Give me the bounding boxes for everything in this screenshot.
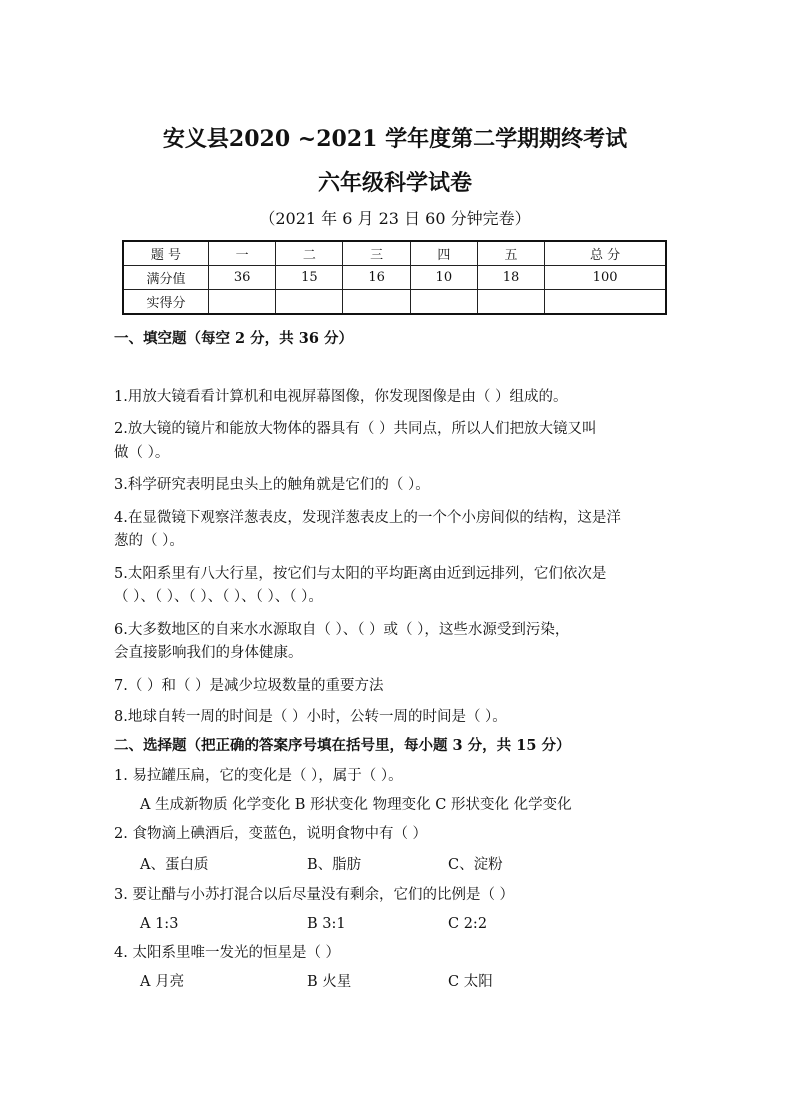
option-a: A 1:3: [140, 916, 179, 932]
table-cell: 二: [276, 241, 343, 266]
question-1-6: 6.大多数地区的自来水水源取自（ ）、（ ）或（ ），这些水源受到污染，: [114, 622, 570, 638]
question-2-2: 2. 食物滴上碘酒后，变蓝色，说明食物中有（ ）: [114, 826, 428, 842]
section2-heading: 二、选择题（把正确的答案序号填在括号里，每小题 3 分，共 15 分）: [114, 737, 571, 754]
question-1-5: 5.太阳系里有八大行星，按它们与太阳的平均距离由近到远排列，它们依次是: [114, 566, 607, 582]
score-input-cell[interactable]: [410, 290, 477, 315]
table-cell: 一: [209, 241, 276, 266]
option-b: B 3:1: [307, 916, 346, 932]
option-c: C、淀粉: [448, 857, 503, 873]
question-2-1-options: A 生成新物质 化学变化 B 形状变化 物理变化 C 形状变化 化学变化: [140, 797, 572, 813]
option-b: B 火星: [307, 974, 352, 990]
exam-title: 安义县2020 ~2021 学年度第二学期期终考试: [162, 126, 628, 152]
table-cell: 15: [276, 266, 343, 290]
table-cell: 四: [410, 241, 477, 266]
exam-note: （2021 年 6 月 23 日 60 分钟完卷）: [259, 209, 531, 228]
table-row: [123, 241, 666, 266]
option-b: B、脂肪: [307, 857, 362, 873]
table-cell: 满分值: [123, 266, 209, 290]
question-1-4-cont: 葱的（ ）。: [114, 533, 184, 549]
question-1-5-cont: （ ）、（ ）、（ ）、（ ）、（ ）、（ ）。: [114, 589, 323, 605]
option-a: A、蛋白质: [140, 857, 209, 873]
table-cell: 18: [477, 266, 544, 290]
question-1-6-cont: 会直接影响我们的身体健康。: [114, 645, 303, 661]
table-cell: 总 分: [545, 241, 666, 266]
table-cell: 16: [343, 266, 410, 290]
question-1-3: 3.科学研究表明昆虫头上的触角就是它们的（ ）。: [114, 477, 430, 493]
question-1-4: 4.在显微镜下观察洋葱表皮，发现洋葱表皮上的一个个小房间似的结构，这是洋: [114, 510, 621, 526]
score-input-cell[interactable]: [276, 290, 343, 315]
score-input-cell[interactable]: [343, 290, 410, 315]
table-row: [123, 290, 666, 315]
option-c: C 太阳: [448, 974, 493, 990]
score-input-cell[interactable]: [477, 290, 544, 315]
exam-subtitle: 六年级科学试卷: [317, 170, 472, 196]
question-2-3: 3. 要让醋与小苏打混合以后尽量没有剩余，它们的比例是（ ）: [114, 887, 515, 903]
question-1-1: 1.用放大镜看看计算机和电视屏幕图像，你发现图像是由（ ）组成的。: [114, 389, 568, 405]
table-cell: 五: [477, 241, 544, 266]
table-cell: 100: [545, 266, 666, 290]
option-a: A 月亮: [140, 974, 185, 990]
question-1-2-cont: 做（ ）。: [114, 445, 170, 461]
question-1-8: 8.地球自转一周的时间是（ ）小时，公转一周的时间是（ ）。: [114, 709, 507, 725]
score-input-cell[interactable]: [545, 290, 666, 315]
section1-heading: 一、填空题（每空 2 分，共 36 分）: [114, 330, 353, 347]
table-cell: 实得分: [123, 290, 209, 315]
question-2-1: 1. 易拉罐压扁，它的变化是（ ），属于（ ）。: [114, 768, 403, 784]
score-table: [122, 240, 667, 315]
score-input-cell[interactable]: [209, 290, 276, 315]
table-cell: 题 号: [123, 241, 209, 266]
question-1-7: 7.（ ）和（ ）是减少垃圾数量的重要方法: [114, 678, 384, 694]
question-1-2: 2.放大镜的镜片和能放大物体的器具有（ ）共同点，所以人们把放大镜又叫: [114, 421, 597, 437]
option-c: C 2:2: [448, 916, 488, 932]
question-2-4: 4. 太阳系里唯一发光的恒星是（ ）: [114, 945, 341, 961]
table-cell: 36: [209, 266, 276, 290]
table-row: [123, 266, 666, 290]
table-cell: 三: [343, 241, 410, 266]
table-cell: 10: [410, 266, 477, 290]
